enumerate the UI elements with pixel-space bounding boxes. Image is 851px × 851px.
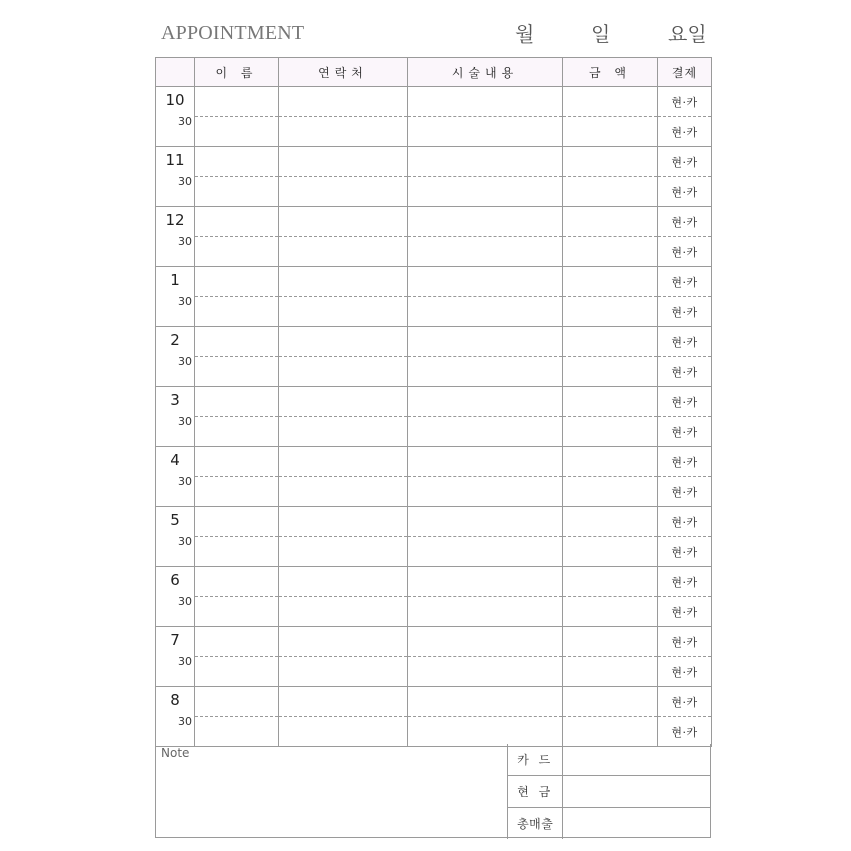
half-hour-label: 30: [178, 475, 192, 488]
payment-method-cell[interactable]: 현·카: [658, 477, 712, 507]
half-hour-label: 30: [178, 715, 192, 728]
table-row: [156, 87, 712, 117]
contact-cell[interactable]: [279, 327, 408, 357]
day-label: 일: [591, 22, 611, 46]
service-cell[interactable]: [408, 207, 563, 237]
service-cell[interactable]: [408, 357, 563, 387]
page-title: APPOINTMENT: [161, 22, 305, 44]
cash-total-label: 현 금: [508, 776, 563, 808]
amount-cell[interactable]: [563, 417, 658, 447]
service-cell[interactable]: [408, 687, 563, 717]
payment-method-cell[interactable]: 현·카: [658, 177, 712, 207]
half-hour-label: 30: [178, 535, 192, 548]
table-row: [156, 387, 712, 417]
hour-label: 10: [165, 91, 185, 109]
amount-column-header: 금 액: [563, 58, 658, 87]
payment-method-cell[interactable]: 현·카: [658, 357, 712, 387]
table-row: [156, 117, 712, 147]
half-hour-label: 30: [178, 235, 192, 248]
time-cell: [156, 147, 195, 207]
summary-section: [155, 744, 711, 838]
amount-cell[interactable]: [563, 237, 658, 267]
service-cell[interactable]: [408, 627, 563, 657]
name-column-header: 이 름: [195, 58, 279, 87]
table-row: [156, 147, 712, 177]
hour-label: 1: [170, 271, 180, 289]
gross-sales-field[interactable]: [563, 808, 710, 840]
contact-cell[interactable]: [279, 657, 408, 687]
amount-cell[interactable]: [563, 447, 658, 477]
contact-cell[interactable]: [279, 687, 408, 717]
table-row: [156, 657, 712, 687]
table-row: [156, 177, 712, 207]
contact-cell[interactable]: [279, 117, 408, 147]
name-cell[interactable]: [195, 417, 279, 447]
payment-method-cell[interactable]: 현·카: [658, 147, 712, 177]
contact-cell[interactable]: [279, 297, 408, 327]
amount-cell[interactable]: [563, 387, 658, 417]
payment-method-cell[interactable]: 현·카: [658, 267, 712, 297]
name-cell[interactable]: [195, 687, 279, 717]
time-column-header: [156, 58, 195, 87]
payment-method-cell[interactable]: 현·카: [658, 537, 712, 567]
hour-label: 3: [170, 391, 180, 409]
table-row: [156, 507, 712, 537]
service-cell[interactable]: [408, 177, 563, 207]
time-cell: [156, 567, 195, 627]
amount-cell[interactable]: [563, 267, 658, 297]
contact-cell[interactable]: [279, 207, 408, 237]
service-cell[interactable]: [408, 297, 563, 327]
half-hour-label: 30: [178, 655, 192, 668]
hour-label: 5: [170, 511, 180, 529]
name-cell[interactable]: [195, 117, 279, 147]
amount-cell[interactable]: [563, 327, 658, 357]
payment-method-cell[interactable]: 현·카: [658, 657, 712, 687]
payment-method-cell[interactable]: 현·카: [658, 297, 712, 327]
half-hour-label: 30: [178, 295, 192, 308]
payment-method-cell[interactable]: 현·카: [658, 237, 712, 267]
card-total-row: [508, 744, 711, 776]
name-cell[interactable]: [195, 207, 279, 237]
amount-cell[interactable]: [563, 537, 658, 567]
table-row: [156, 627, 712, 657]
amount-cell[interactable]: [563, 177, 658, 207]
weekday-label: 요일: [668, 22, 707, 46]
amount-cell[interactable]: [563, 297, 658, 327]
name-cell[interactable]: [195, 267, 279, 297]
card-total-label: 카 드: [508, 744, 563, 776]
service-cell[interactable]: [408, 567, 563, 597]
gross-sales-row: [508, 808, 711, 840]
payment-method-cell[interactable]: 현·카: [658, 327, 712, 357]
name-cell[interactable]: [195, 237, 279, 267]
name-cell[interactable]: [195, 87, 279, 117]
payment-method-cell[interactable]: 현·카: [658, 687, 712, 717]
table-header-row: [156, 58, 712, 87]
name-cell[interactable]: [195, 327, 279, 357]
amount-cell[interactable]: [563, 357, 658, 387]
name-cell[interactable]: [195, 597, 279, 627]
amount-cell[interactable]: [563, 87, 658, 117]
amount-cell[interactable]: [563, 147, 658, 177]
service-cell[interactable]: [408, 327, 563, 357]
name-cell[interactable]: [195, 507, 279, 537]
card-total-field[interactable]: [563, 744, 710, 776]
time-cell: [156, 267, 195, 327]
name-cell[interactable]: [195, 147, 279, 177]
table-row: [156, 597, 712, 627]
table-row: [156, 717, 712, 747]
payment-method-cell[interactable]: 현·카: [658, 207, 712, 237]
time-cell: [156, 627, 195, 687]
service-cell[interactable]: [408, 507, 563, 537]
service-column-header: 시술내용: [408, 58, 563, 87]
hour-label: 11: [165, 151, 185, 169]
name-cell[interactable]: [195, 477, 279, 507]
half-hour-label: 30: [178, 415, 192, 428]
table-row: [156, 537, 712, 567]
contact-cell[interactable]: [279, 507, 408, 537]
amount-cell[interactable]: [563, 117, 658, 147]
service-cell[interactable]: [408, 477, 563, 507]
amount-cell[interactable]: [563, 627, 658, 657]
amount-cell[interactable]: [563, 567, 658, 597]
name-cell[interactable]: [195, 537, 279, 567]
service-cell[interactable]: [408, 387, 563, 417]
time-cell: [156, 87, 195, 147]
time-cell: [156, 207, 195, 267]
service-cell[interactable]: [408, 267, 563, 297]
contact-cell[interactable]: [279, 597, 408, 627]
gross-sales-label: 총매출: [508, 808, 563, 840]
amount-cell[interactable]: [563, 687, 658, 717]
payment-method-cell[interactable]: 현·카: [658, 507, 712, 537]
table-row: [156, 237, 712, 267]
contact-cell[interactable]: [279, 177, 408, 207]
contact-column-header: 연락처: [279, 58, 408, 87]
name-cell[interactable]: [195, 297, 279, 327]
contact-cell[interactable]: [279, 237, 408, 267]
table-row: [156, 267, 712, 297]
payment-method-cell[interactable]: 현·카: [658, 597, 712, 627]
time-cell: [156, 447, 195, 507]
hour-label: 4: [170, 451, 180, 469]
table-row: [156, 327, 712, 357]
payment-method-cell[interactable]: 현·카: [658, 627, 712, 657]
contact-cell[interactable]: [279, 387, 408, 417]
service-cell[interactable]: [408, 597, 563, 627]
service-cell[interactable]: [408, 717, 563, 747]
note-label: Note: [161, 746, 190, 760]
payment-method-cell[interactable]: 현·카: [658, 447, 712, 477]
hour-label: 2: [170, 331, 180, 349]
half-hour-label: 30: [178, 595, 192, 608]
month-label: 월: [515, 22, 535, 46]
payment-method-cell[interactable]: 현·카: [658, 567, 712, 597]
table-row: [156, 567, 712, 597]
half-hour-label: 30: [178, 115, 192, 128]
amount-cell[interactable]: [563, 597, 658, 627]
table-row: [156, 357, 712, 387]
name-cell[interactable]: [195, 627, 279, 657]
appointment-table: [155, 57, 712, 747]
contact-cell[interactable]: [279, 567, 408, 597]
name-cell[interactable]: [195, 657, 279, 687]
contact-cell[interactable]: [279, 717, 408, 747]
table-row: [156, 477, 712, 507]
service-cell[interactable]: [408, 417, 563, 447]
service-cell[interactable]: [408, 237, 563, 267]
contact-cell[interactable]: [279, 447, 408, 477]
name-cell[interactable]: [195, 177, 279, 207]
payment-method-cell[interactable]: 현·카: [658, 717, 712, 747]
service-cell[interactable]: [408, 117, 563, 147]
name-cell[interactable]: [195, 447, 279, 477]
service-cell[interactable]: [408, 447, 563, 477]
amount-cell[interactable]: [563, 657, 658, 687]
table-row: [156, 207, 712, 237]
amount-cell[interactable]: [563, 207, 658, 237]
table-row: [156, 297, 712, 327]
amount-cell[interactable]: [563, 477, 658, 507]
table-row: [156, 417, 712, 447]
hour-label: 7: [170, 631, 180, 649]
contact-cell[interactable]: [279, 537, 408, 567]
amount-cell[interactable]: [563, 717, 658, 747]
name-cell[interactable]: [195, 387, 279, 417]
half-hour-label: 30: [178, 355, 192, 368]
payment-method-cell[interactable]: 현·카: [658, 387, 712, 417]
half-hour-label: 30: [178, 175, 192, 188]
payment-column-header: 결제: [658, 58, 712, 87]
contact-cell[interactable]: [279, 627, 408, 657]
name-cell[interactable]: [195, 357, 279, 387]
service-cell[interactable]: [408, 147, 563, 177]
hour-label: 12: [165, 211, 185, 229]
payment-method-cell[interactable]: 현·카: [658, 87, 712, 117]
service-cell[interactable]: [408, 537, 563, 567]
time-cell: [156, 687, 195, 747]
contact-cell[interactable]: [279, 357, 408, 387]
amount-cell[interactable]: [563, 507, 658, 537]
time-cell: [156, 327, 195, 387]
payment-method-cell[interactable]: 현·카: [658, 117, 712, 147]
service-cell[interactable]: [408, 657, 563, 687]
table-row: [156, 687, 712, 717]
time-cell: [156, 387, 195, 447]
time-cell: [156, 507, 195, 567]
hour-label: 8: [170, 691, 180, 709]
totals-table: [507, 744, 710, 839]
hour-label: 6: [170, 571, 180, 589]
cash-total-row: [508, 776, 711, 808]
table-row: [156, 447, 712, 477]
service-cell[interactable]: [408, 87, 563, 117]
contact-cell[interactable]: [279, 87, 408, 117]
name-cell[interactable]: [195, 567, 279, 597]
name-cell[interactable]: [195, 717, 279, 747]
contact-cell[interactable]: [279, 417, 408, 447]
contact-cell[interactable]: [279, 147, 408, 177]
payment-method-cell[interactable]: 현·카: [658, 417, 712, 447]
contact-cell[interactable]: [279, 267, 408, 297]
contact-cell[interactable]: [279, 477, 408, 507]
cash-total-field[interactable]: [563, 776, 710, 808]
